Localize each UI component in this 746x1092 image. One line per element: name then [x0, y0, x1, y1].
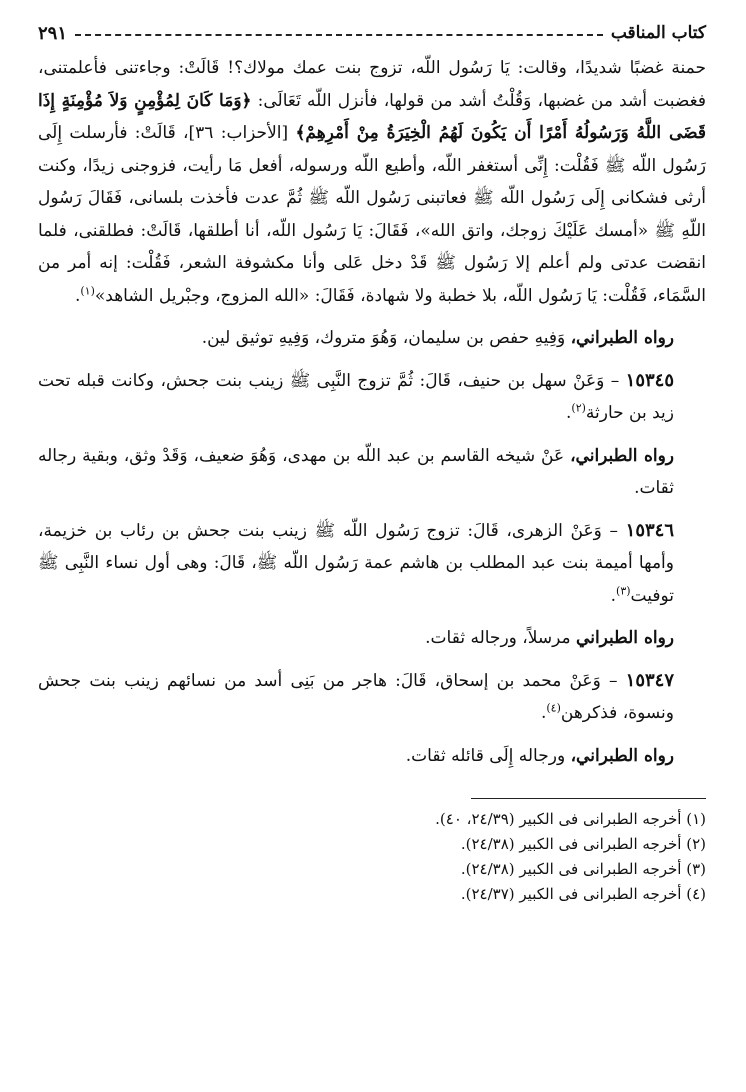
footnote-2: (٢) أخرجه الطبرانى فى الكبير (٢٤/٣٨). [460, 835, 706, 853]
main-text [38, 52, 706, 772]
footnote-1: (١) أخرجه الطبرانى فى الكبير (٢٤/٣٩، ٤٠). [435, 810, 706, 828]
hadith-text: – وَعَنْ الزهرى، قَالَ: تزوج رَسُول اللّه ﷺ زينب بنت جحش بن رئاب بن خزيمة، وأمها أميمة بنت عبد المطلب بن هاشم عمة رَسُول اللّه ﷺ، قَالَ: وهى أول نساء النَّبِى ﷺ توفيت [38, 520, 674, 606]
hadith-number: ١٥٣٤٦ [625, 519, 674, 541]
hadith-entry [38, 365, 706, 430]
grading-note [38, 622, 706, 655]
period: . [565, 403, 572, 423]
hadith-text: – وَعَنْ محمد بن إسحاق، قَالَ: هاجر من بَنِى أسد من نسائهم زينب بنت جحش ونسوة، فذكرهن [38, 670, 674, 723]
footnotes [38, 807, 706, 907]
period: . [610, 585, 617, 606]
source-lead: رواه الطبراني [576, 628, 674, 648]
grading-note [38, 440, 706, 505]
source-lead: رواه الطبراني، [570, 745, 674, 766]
narration-text-cont: [الأحزاب: ٣٦]، قَالَتْ: فأرسلت إِلَى رَسُول اللّه ﷺ فَقُلْت: إِنِّى أستغفر اللّه، وأطيع اللّه ورسوله، أفعل مَا رأيت، فزوجنى زيدًا، وكنت أرثى فشكانى إِلَى رَسُول اللّه ﷺ فعاتبنى رَسُول اللّه ﷺ ثُمَّ عدت فأخذت بلسانى، فَقَالَ رَسُول اللّهِ ﷺ «أمسك عَلَيْكَ زوجك، واتق الله»، فَقَالَ: يَا رَسُول اللّه، أنا أطلقها، قَالَتْ: فطلقنى، فلما انقضت عدتى ولم أعلم إلا رَسُول ﷺ قَدْ دخل عَلى وأنا مكشوفة الشعر، فَقُلْت: إنه أمر من السَّمَاء، فَقُلْت: يَا رَسُول اللّه، بلا خطبة ولا شهادة، فَقَالَ: «الله المزوج، وجبْريل الشاهد» [38, 123, 706, 306]
footnote-ref[interactable]: (٣) [616, 583, 631, 597]
source-lead: رواه الطبراني، [570, 328, 674, 348]
period: . [540, 703, 547, 723]
footnote-ref[interactable]: (٢) [571, 401, 586, 415]
header-dashed-rule [75, 34, 603, 36]
footnote-4: (٤) أخرجه الطبرانى فى الكبير (٢٤/٣٧). [460, 885, 706, 903]
book-page [38, 18, 706, 907]
footnote-separator [471, 798, 706, 799]
hadith-continuation [38, 52, 706, 312]
grading-note [38, 322, 706, 355]
hadith-number: ١٥٣٤٥ [625, 369, 674, 391]
page-number: ٢٩١ [38, 22, 68, 44]
grading-text: وَفِيهِ حفص بن سليمان، وَهُوَ متروك، وَفِيهِ توثيق لين. [201, 328, 571, 348]
hadith-entry [38, 665, 706, 730]
period: . [74, 285, 81, 306]
hadith-number: ١٥٣٤٧ [625, 669, 674, 691]
chapter-title: كتاب المناقب [610, 23, 706, 43]
running-header [38, 18, 706, 48]
footnote-ref[interactable]: (١) [80, 283, 95, 297]
grading-text: عَنْ شيخه القاسم بن عبد اللّه بن مهدى، وَهُوَ ضعيف، وَقَدْ وثق، وبقية رجاله ثقات. [38, 445, 674, 498]
source-lead: رواه الطبراني، [570, 445, 675, 466]
grading-note [38, 740, 706, 773]
footnote-3: (٣) أخرجه الطبرانى فى الكبير (٢٤/٣٨). [460, 860, 706, 878]
footnote-ref[interactable]: (٤) [546, 701, 561, 715]
grading-text: مرسلاً، ورجاله ثقات. [425, 628, 577, 648]
narration-text: حمنة غضبًا شديدًا، وقالت: يَا رَسُول اللّه، تزوج بنت عمك مولاك؟! قَالَتْ: وجاءتنى فأعلمتنى، فغضبت أشد من غضبها، وَقُلْتُ أشد من قولها، فأنزل اللّه تَعَالَى: [38, 58, 706, 111]
quran-verse: ﴿وَمَا كَانَ لِمُؤْمِنٍ وَلاَ مُؤْمِنَةٍ إِذَا قَضَى اللَّهُ وَرَسُولُهُ أَمْرًا أَن يَكُونَ لَهُمُ الْخِيَرَةُ مِنْ أَمْرِهِمْ﴾ [38, 90, 706, 143]
hadith-entry [38, 515, 706, 613]
hadith-text: – وَعَنْ سهل بن حنيف، قَالَ: ثُمَّ تزوج النَّبِى ﷺ زينب بنت جحش، وكانت قبله تحت زيد بن حارثة [38, 370, 674, 423]
grading-text: ورجاله إِلَى قائله ثقات. [405, 745, 571, 766]
